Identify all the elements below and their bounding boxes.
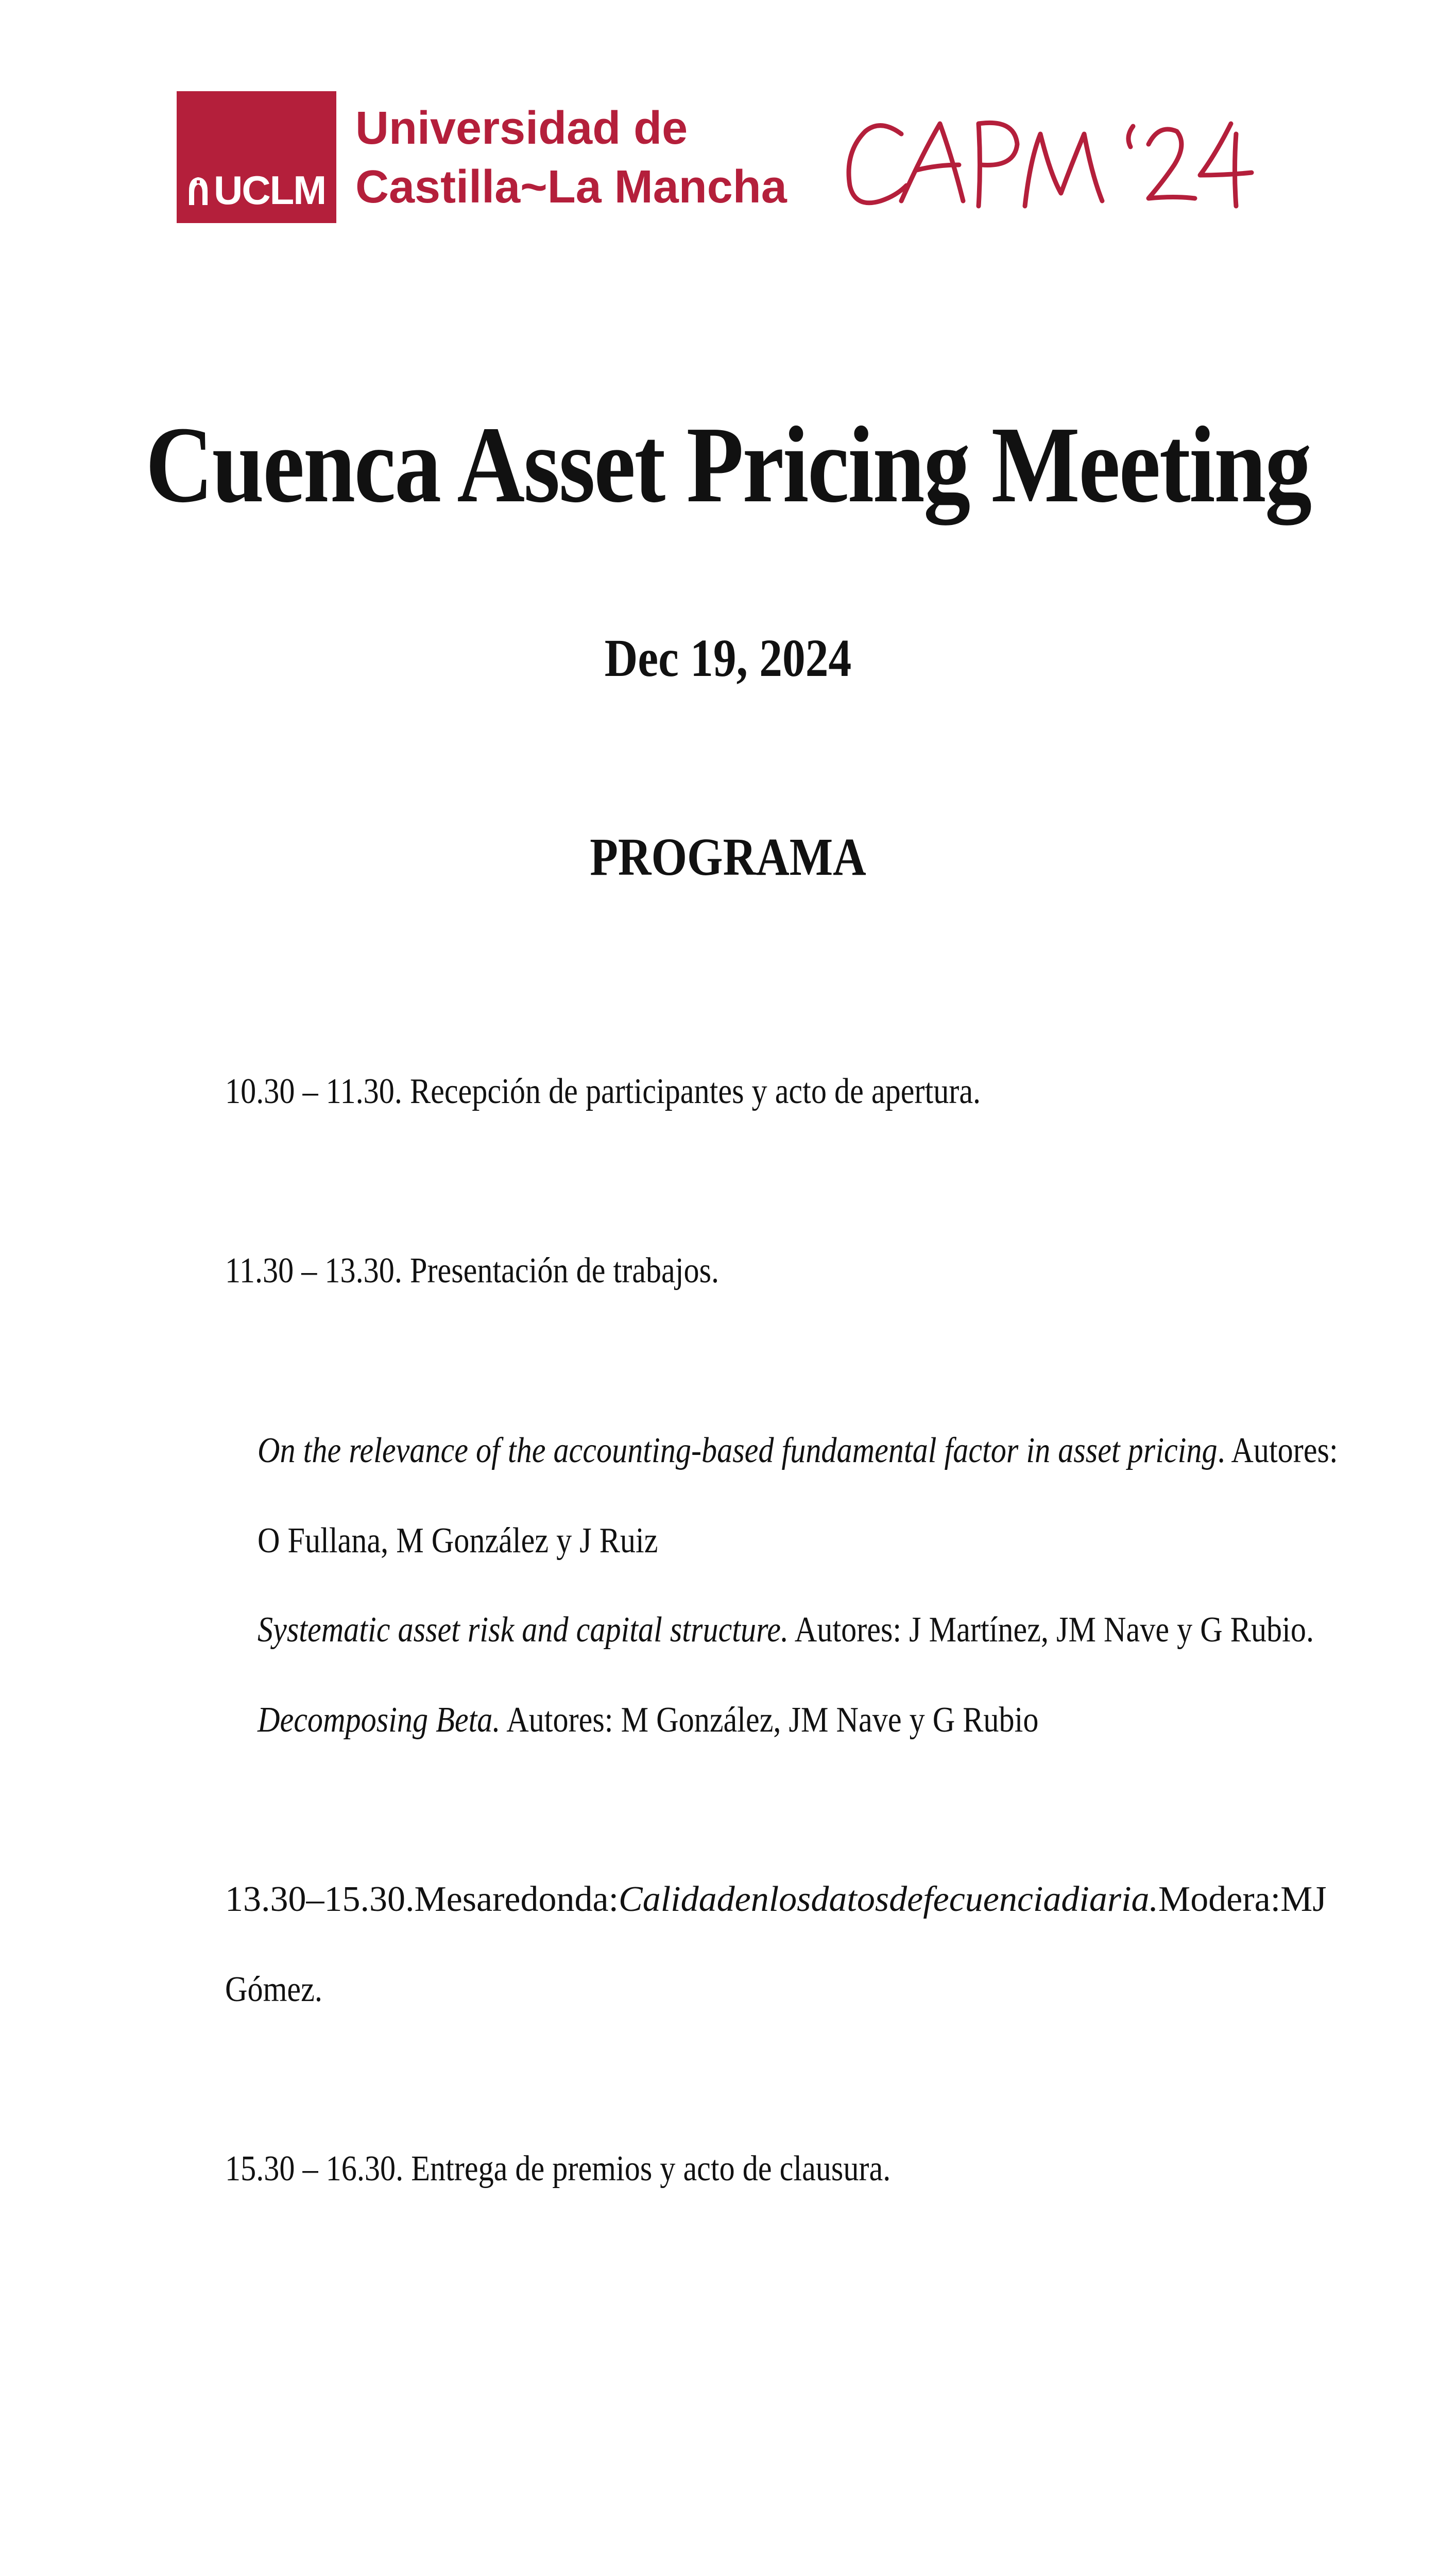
university-name [355,99,787,216]
paper-2 [258,1609,1314,1651]
rt-topic-word: en [734,1879,769,1919]
university-name-line2: Castilla~La Mancha [355,161,787,213]
program-item-presentations: 11.30 – 13.30. Presentación de trabajos. [225,1251,720,1291]
capm-24-logo [824,103,1267,227]
paper-3 [258,1700,1038,1741]
paper-1-separator: . [1217,1431,1231,1470]
rt-word: 15.30. [324,1879,415,1919]
section-heading: PROGRAMA [590,827,866,887]
rt-word: Modera: [1158,1879,1281,1919]
rt-topic-word: fecuencia [923,1879,1061,1919]
paper-1-authors-label: Autores: [1231,1431,1338,1470]
capm-logo-text: CAPM '24 [824,103,827,104]
paper-1-line-1 [258,1430,1338,1471]
tower-icon [185,175,212,206]
rt-topic-word: Calidad [619,1879,735,1919]
uclm-logo-text [185,167,326,214]
round-table-moderator-continuation: Gómez. [225,1970,322,2009]
event-date: Dec 19, 2024 [604,629,852,688]
university-name-line1: Universidad de [355,103,688,154]
rt-word: MJ [1280,1879,1327,1919]
program-item-opening: 10.30 – 11.30. Recepción de participantes y acto de apertura. [225,1072,981,1111]
paper-1-title: On the relevance of the accounting-based fundamental factor in asset pricing [258,1431,1218,1470]
page-title: Cuenca Asset Pricing Meeting [145,404,1311,525]
rt-word: Mesa [414,1879,493,1919]
paper-1-authors: O Fullana, M González y J Ruiz [258,1521,658,1561]
rt-topic-word: datos [811,1879,889,1919]
paper-2-authors-label: Autores: [789,1610,902,1650]
program-item-closing: 15.30 – 16.30. Entrega de premios y acto de clausura. [225,2149,891,2189]
rt-word: redonda: [492,1879,619,1919]
paper-2-title: Systematic asset risk and capital structure. [258,1610,789,1650]
rt-topic-word: los [768,1879,811,1919]
rt-topic-word: de [889,1879,923,1919]
rt-word: – [306,1879,324,1919]
rt-word: 13.30 [225,1879,306,1919]
paper-3-authors: M González, JM Nave y G Rubio [613,1700,1039,1740]
rt-topic-word: diaria. [1061,1879,1159,1919]
uclm-acronym: UCLM [214,167,326,213]
uclm-logo [177,91,336,223]
program-item-round-table [225,1879,1327,1920]
paper-3-authors-label: Autores: [500,1700,613,1740]
paper-3-title: Decomposing Beta. [258,1700,501,1740]
paper-2-authors: J Martínez, JM Nave y G Rubio. [901,1610,1314,1650]
